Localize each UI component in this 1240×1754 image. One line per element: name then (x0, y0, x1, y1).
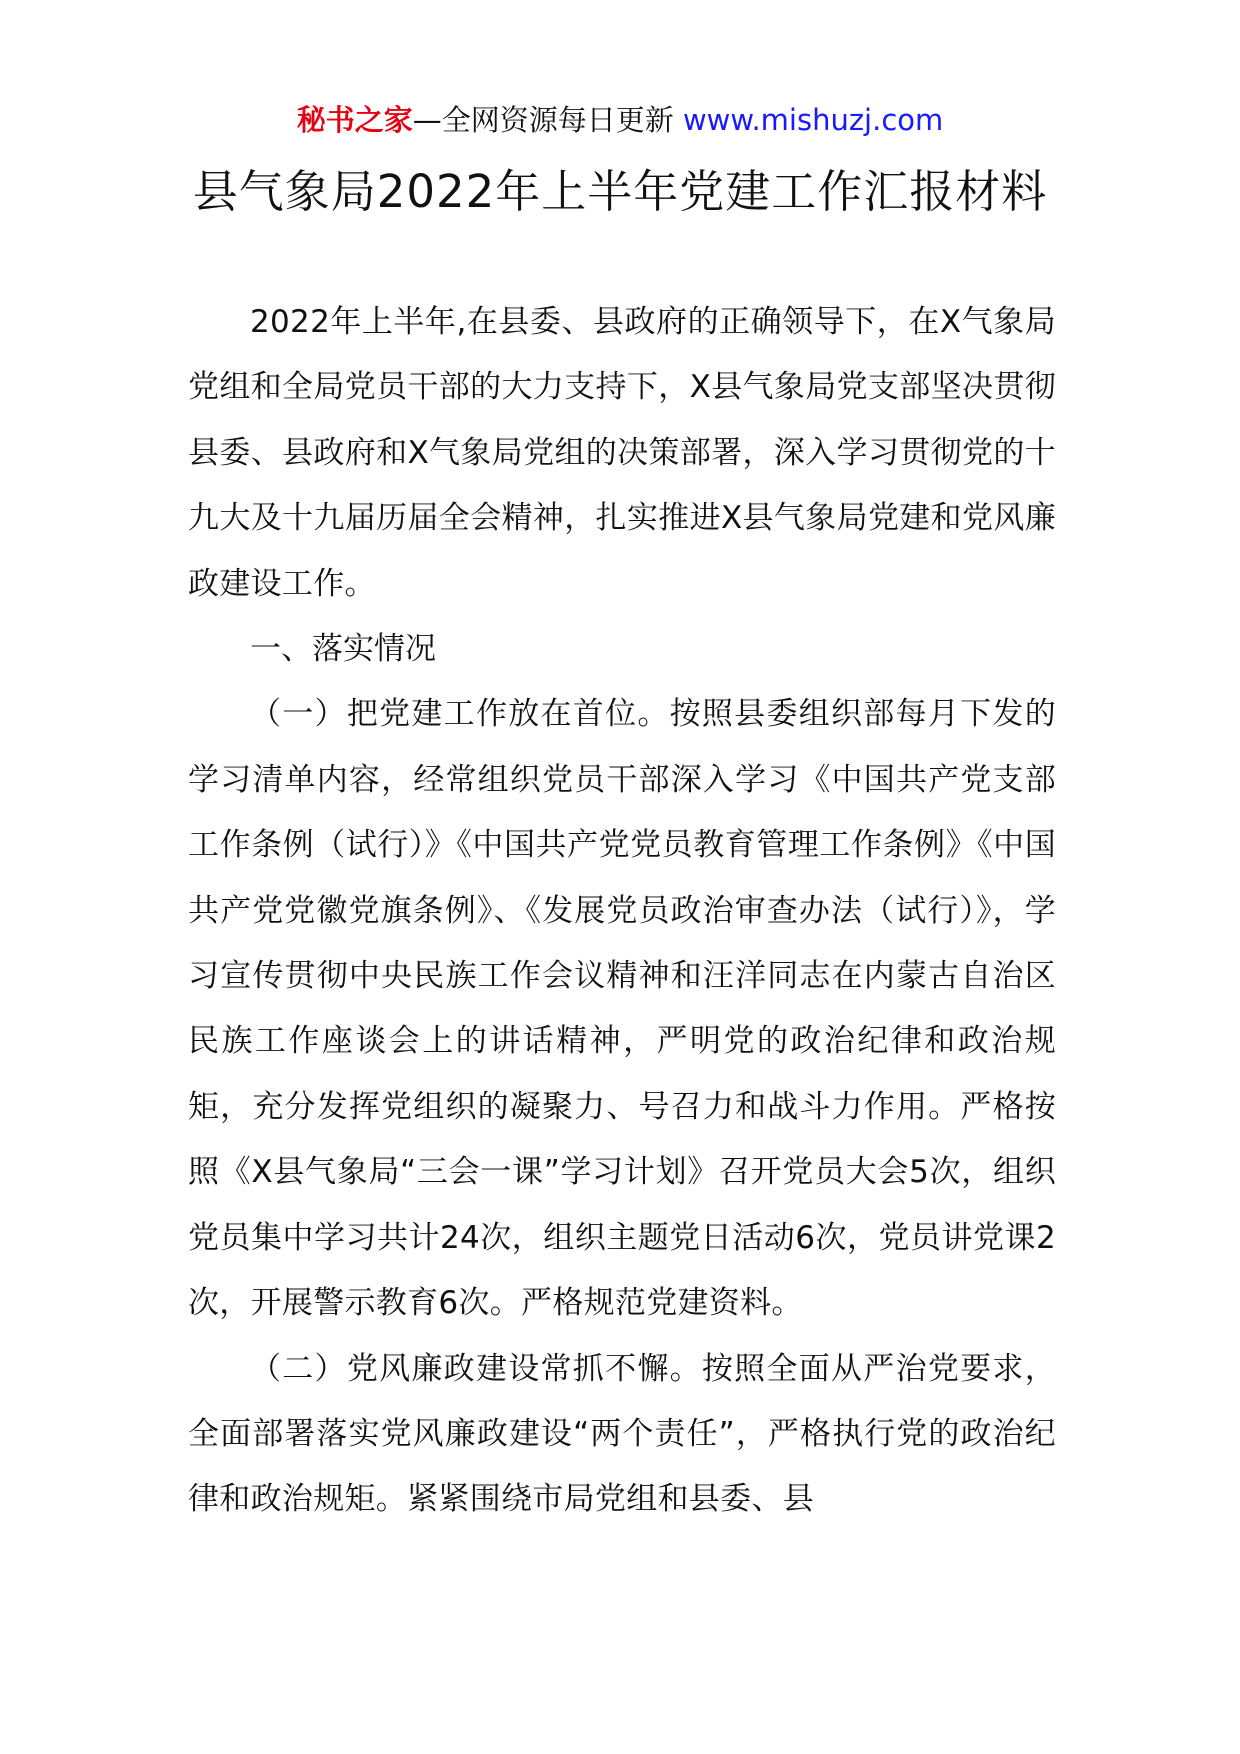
document-title: 县气象局2022年上半年党建工作汇报材料 (192, 165, 1048, 218)
document-body (188, 290, 1056, 1533)
site-url-link[interactable]: www.mishuzj.com (682, 103, 944, 137)
intro-paragraph: 2022年上半年,在县委、县政府的正确领导下，在X气象局党组和全局党员干部的大力支持下，X县气象局党支部坚决贯彻县委、县政府和X气象局党组的决策部署，深入学习贯彻党的十九大及十九届历届全会精神，扎实推进X县气象局党建和党风廉政建设工作。 (188, 304, 1056, 602)
site-header (0, 100, 1240, 140)
item-paragraph-2: （二）党风廉政建设常抓不懈。按照全面从严治党要求，全面部署落实党风廉政建设“两个责任”，严格执行党的政治纪律和政治规矩。紧紧围绕市局党组和县委、县 (188, 1350, 1056, 1518)
section-heading: 一、落实情况 (250, 631, 436, 668)
header-tagline: —全网资源每日更新 (412, 103, 674, 137)
brand-name: 秘书之家 (296, 103, 413, 137)
item-paragraph-1: （一）把党建工作放在首位。按照县委组织部每月下发的学习清单内容，经常组织党员干部深入学习《中国共产党支部工作条例（试行）》《中国共产党党员教育管理工作条例》《中国共产党党徽党旗条例》、《发展党员政治审查办法（试行）》，学习宣传贯彻中央民族工作会议精神和汪洋同志在内蒙古自治区民族工作座谈会上的讲话精神，严明党的政治纪律和政治规矩，充分发挥党组织的凝聚力、号召力和战斗力作用。严格按照《X县气象局“三会一课”学习计划》召开党员大会5次，组织党员集中学习共计24次，组织主题党日活动6次，党员讲党课2次，开展警示教育6次。严格规范党建资料。 (188, 696, 1056, 1322)
